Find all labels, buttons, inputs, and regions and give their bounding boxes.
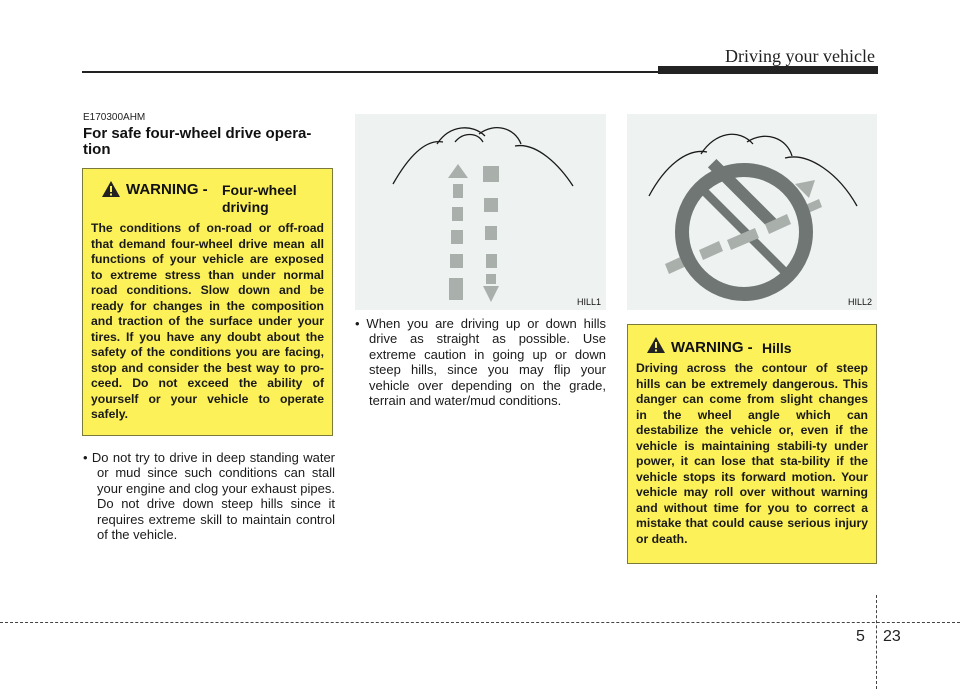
chapter-number: 5 xyxy=(856,628,865,645)
header-rule-accent xyxy=(658,66,878,74)
bullet-deep-water: • Do not try to drive in deep standing water or mud since such conditions can stall your engine and clog your exhaust pipes. Do not drive down steep hills since it requires extreme skill to maintain control of the vehicle. xyxy=(83,450,335,543)
warning-label: WARNING - xyxy=(126,181,208,198)
warning-header xyxy=(91,177,324,221)
figure-hill-across xyxy=(627,114,877,310)
warning-topic: Hills xyxy=(762,340,792,356)
footer-divider xyxy=(876,595,877,689)
warning-triangle-icon xyxy=(101,180,121,198)
figure-caption: HILL1 xyxy=(576,297,601,307)
warning-box-four-wheel xyxy=(82,168,333,436)
header-rule xyxy=(82,71,662,73)
warning-header xyxy=(636,333,868,361)
section-code: E170300AHM xyxy=(83,112,146,123)
warning-topic: Four-wheel driving xyxy=(222,182,297,215)
figure-hill-straight xyxy=(355,114,606,310)
page-header-title: Driving your vehicle xyxy=(725,46,875,66)
warning-label: WARNING - xyxy=(671,339,753,356)
page-number: 23 xyxy=(883,628,901,645)
section-title: For safe four-wheel drive opera- tion xyxy=(83,125,312,158)
hill-across-illustration xyxy=(627,114,877,310)
warning-box-hills xyxy=(627,324,877,564)
warning-triangle-icon xyxy=(646,336,666,354)
figure-caption: HILL2 xyxy=(847,297,872,307)
footer-rule xyxy=(0,622,960,623)
hill-straight-illustration xyxy=(355,114,606,310)
warning-body: Driving across the contour of steep hills can be extremely dangerous. This danger can come from slight changes in the wheel angle which can destabilize the vehicle or, even if the vehicle is maintaining stabili-ty under power, it can lose that sta-bility if the vehicle stops its forward motion. Your vehicle may roll over without warning and without time for you to correct a mistake that could cause serious injury or death. xyxy=(636,361,868,546)
warning-body: The conditions of on-road or off-road that demand four-wheel drive mean all functions of your vehicle are exposed to extreme stress than under normal road conditions. Slow down and be ready for changes in the composition and traction of the surface under your tires. If you have any doubt about the safety of the conditions you are facing, stop and consider the best way to pro-ceed. Do not exceed the ability of yourself or your vehicle to operate safely. xyxy=(91,221,324,421)
bullet-drive-straight: • When you are driving up or down hills drive as straight as possible. Use extreme caution in going up or down steep hills, since you may flip your vehicle over depending on the grade, terrain and water/mud conditions. xyxy=(355,316,606,409)
